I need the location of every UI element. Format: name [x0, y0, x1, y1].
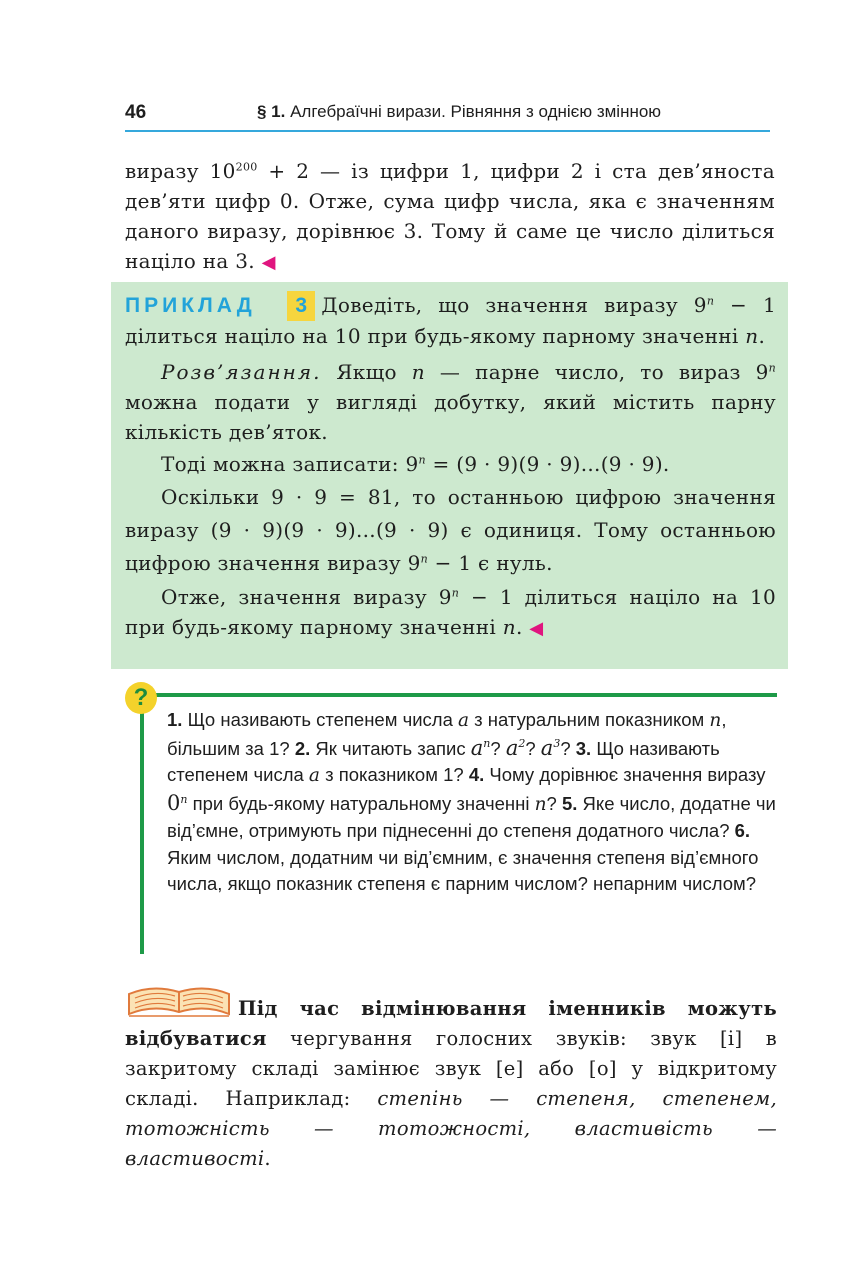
expr-base: 10: [209, 159, 236, 183]
sol-p4-c: .: [515, 615, 530, 639]
intro-paragraph: [125, 156, 775, 278]
sol-p1-b: — парне число, то вираз 9: [424, 360, 769, 384]
q2-number: 2.: [294, 737, 311, 759]
sol-p4-exp: n: [451, 586, 460, 600]
sol-p2-a: Тоді можна записати: 9: [161, 452, 419, 476]
q2-e2-base: a: [505, 735, 519, 760]
question-mark-icon: ?: [125, 682, 157, 714]
sol-p1-c: можна подати у вигляді добутку, який містить парну кількість дев’яток.: [125, 390, 776, 444]
sol-p1-exp: n: [768, 361, 776, 375]
expr-tail: + 2: [257, 159, 310, 183]
questions-rule-horizontal: [153, 693, 777, 697]
q3-a: Що називають степенем числа: [167, 737, 720, 785]
note-end: .: [264, 1147, 271, 1170]
q4-exp: n: [180, 792, 188, 806]
q2-expr-2: [506, 736, 526, 760]
intro-text-end: — із цифри 1, цифри 2 і ста дев’яноста дев’яти цифр 0. Отже, сума цифр числа, яка є значенням даного виразу, дорівнює 3. Тому й саме це число ділиться націло на 3.: [125, 159, 775, 273]
q4-var: n: [534, 793, 547, 815]
q3-b: з показником 1?: [319, 764, 469, 785]
solution-paragraph-2: [125, 449, 776, 479]
q2-expr-3: [541, 736, 561, 760]
q2-e1-base: a: [470, 735, 484, 760]
example-statement: [125, 290, 776, 351]
q4-base: 0: [167, 790, 181, 815]
sol-p2-exp: n: [418, 453, 426, 467]
q2-e2-exp: 2: [518, 736, 526, 750]
q3-number: 3.: [575, 737, 592, 759]
running-title: [257, 102, 661, 122]
statement-end: .: [758, 324, 766, 348]
end-marker-icon: ◀: [529, 618, 544, 639]
q1-number: 1.: [167, 709, 183, 730]
note-bold: Під час відмінювання іменників можуть відбуватися: [125, 997, 777, 1050]
q1-c: , більшим за 1?: [167, 709, 727, 759]
q1-a: Що називають степенем числа: [182, 709, 459, 730]
q1-var2: n: [709, 710, 722, 731]
q2-e3-base: a: [540, 735, 554, 760]
solution-paragraph-3: [125, 481, 776, 580]
sol-p2-b: = (9 · 9)(9 · 9)...(9 · 9).: [425, 452, 670, 476]
q4-a: Чому дорівнює значення виразу: [484, 764, 766, 785]
q1-var: a: [458, 710, 470, 731]
example-content: [125, 290, 776, 644]
example-box: [111, 282, 788, 669]
q3-var: a: [308, 765, 320, 786]
statement-a: Доведіть, що значення виразу 9: [321, 293, 707, 317]
q6-number: 6.: [734, 820, 751, 841]
q2-e3-exp: 3: [553, 736, 561, 750]
statement-b: − 1 ділиться націло на 10 при будь-якому парному значенні: [125, 293, 776, 348]
q4-c: ?: [546, 792, 562, 814]
q4-b: при будь-якому натуральному значенні: [187, 792, 535, 814]
sol-p4-a: Отже, значення виразу 9: [161, 585, 452, 609]
sol-p4-b: − 1 ділиться націло на 10 при будь-якому парному значенні: [125, 585, 776, 639]
sol-p4-var: n: [502, 615, 516, 639]
sol-p1-a: Якщо: [321, 360, 412, 384]
review-questions: 1. Що називають степенем числа a з натуральним показником n, більшим за 1? 2. Як читають запис $a^n$? $a^2$? $a^3$? 3. Що називають степенем числа a з показником 1? 4. Чому дорівнює значення виразу 0$^n$ при будь-якому натуральному значенні n? 5. Яке число, додатне чи від’ємне, отримують при піднесенні до степеня додатного числа? 6. Яким числом, додатним чи від’ємним, є значення степеня від’ємного числа, якщо показник степеня є парним числом? непарним числом?: [167, 709, 776, 894]
sol-p3-a: Оскільки 9 · 9 = 81, то останньою цифрою значення виразу (9 · 9)(9 · 9)...(9 · 9) є одиниця. Тому останньою цифрою значення виразу 9: [125, 485, 776, 575]
q6-a: Яким числом, додатним чи від’ємним, є значення степеня від’ємного числа, якщо показник степеня є парним числом? непарним числом?: [167, 846, 759, 894]
solution-paragraph-1: [125, 357, 776, 447]
section-title: Алгебраїчні вирази. Рівняння з однією змінною: [290, 102, 662, 121]
sol-p1-var: n: [411, 360, 425, 384]
q4-number: 4.: [468, 764, 485, 785]
q2-a: Як читають запис: [310, 737, 471, 759]
end-marker-icon: ◀: [261, 252, 276, 273]
q1-b: з натуральним показником: [469, 709, 710, 730]
sol-p3-b: − 1 є нуль.: [427, 551, 553, 575]
expr-exponent: 200: [235, 160, 258, 174]
section-mark: § 1.: [257, 102, 286, 121]
language-note: [125, 994, 777, 1174]
q5-a: Яке число, додатне чи від’ємне, отримують при піднесенні до степеня додатного числа?: [167, 792, 776, 841]
statement-var: n: [745, 324, 759, 348]
note-paragraph: [125, 994, 777, 1174]
solution-label: Розв’язання.: [161, 360, 322, 384]
note-text: чергування голосних звуків: звук [і] в закритому складі замінює звук [е] або [о] у відкритому складі. Наприклад:: [125, 1027, 777, 1110]
q5-number: 5.: [561, 792, 578, 814]
q2-e1-exp: n: [483, 736, 491, 750]
page-number: 46: [125, 102, 147, 123]
sol-p3-exp: n: [420, 552, 428, 566]
example-label: ПРИКЛАД: [125, 294, 256, 317]
q2-expr-1: [471, 736, 491, 760]
page-header: [125, 100, 770, 132]
statement-exponent: n: [706, 294, 715, 308]
solution-paragraph-4: [125, 582, 776, 644]
intro-text-start: виразу: [125, 159, 210, 183]
note-examples: степінь — степеня, степенем, тотожність — тотожності, властивість — властивості: [125, 1087, 778, 1170]
example-number: 3: [287, 291, 315, 321]
questions-rule-vertical: [140, 712, 144, 954]
